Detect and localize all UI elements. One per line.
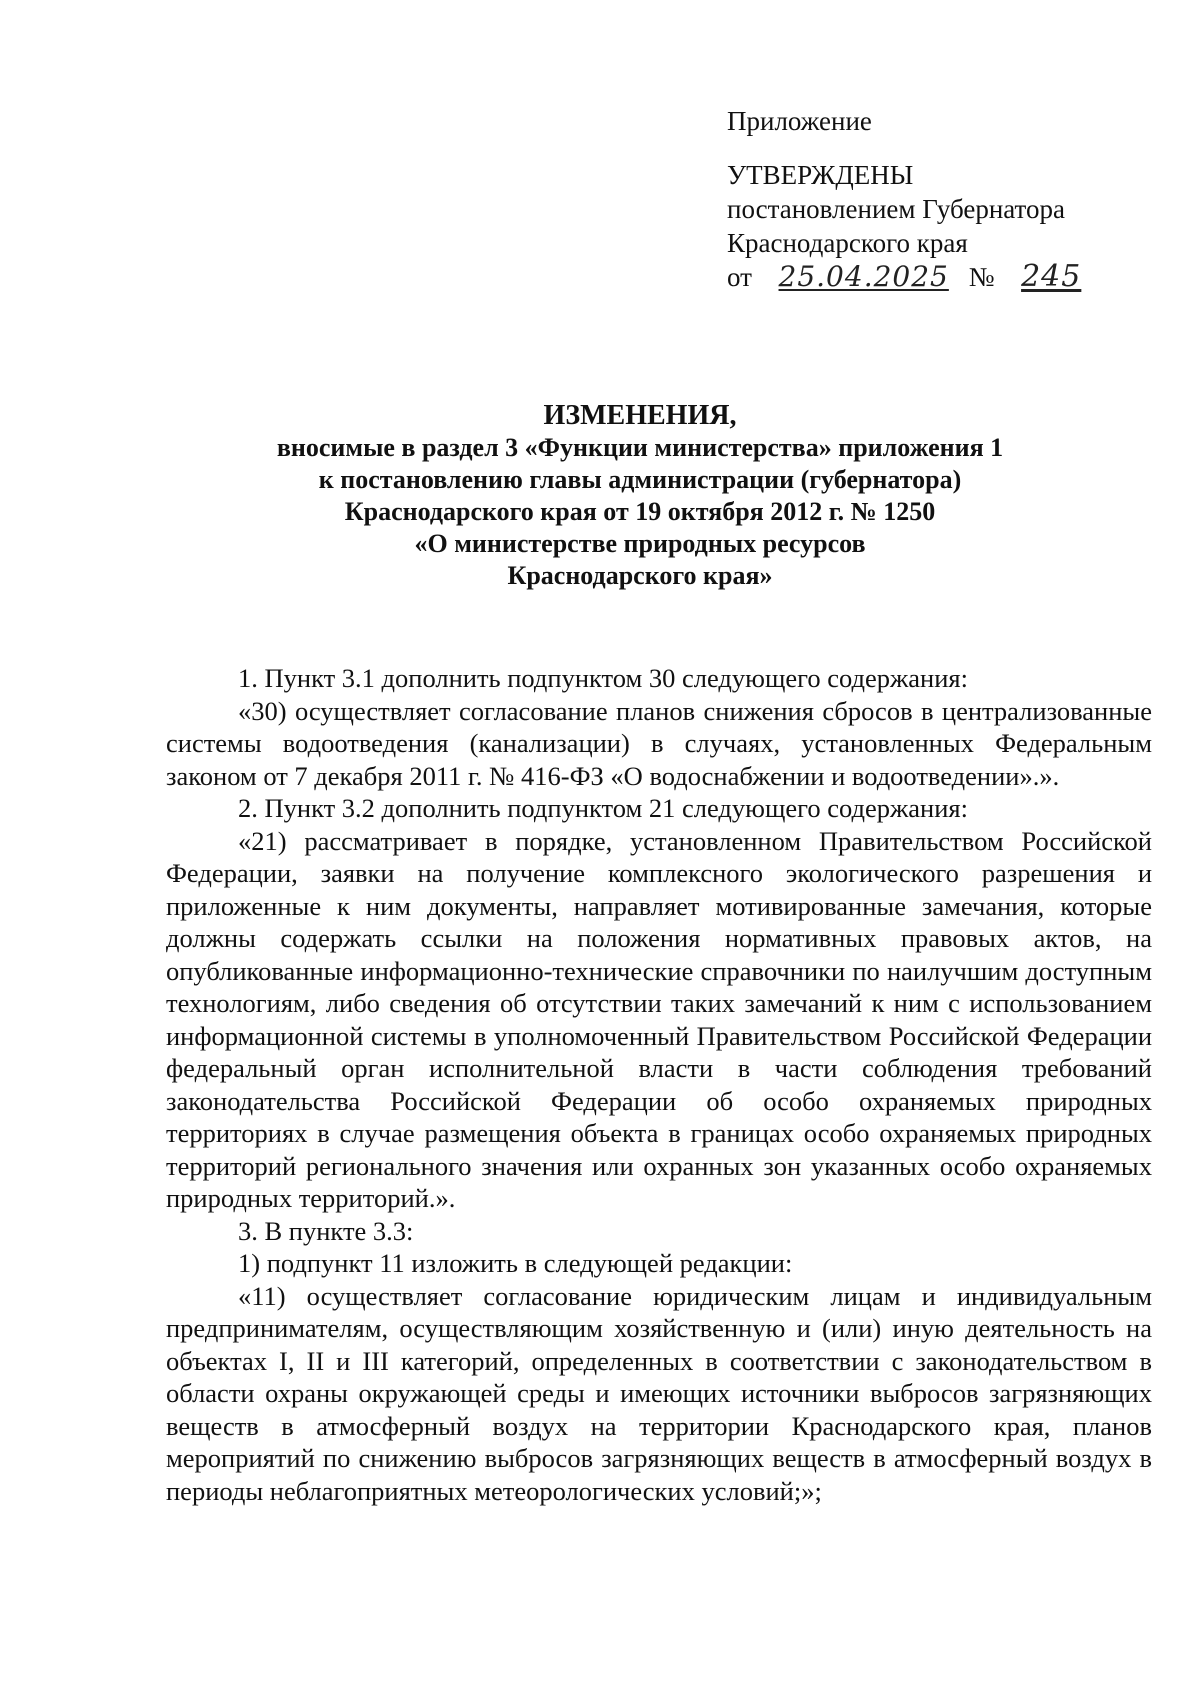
paragraph-2: «30) осуществляет согласование планов снижения сбросов в централизованные системы водоотведения (канализации) в случаях, установленных Федеральным законом от 7 декабря 2011 г. № 416-ФЗ «О водоснабжении и водоотведении».». [166,695,1152,791]
document-body [166,662,1152,1507]
title-line-1: вносимые в раздел 3 «Функции министерства» приложения 1 [276,433,1004,462]
date-prefix: от [727,262,752,292]
title-line-4: «О министерстве природных ресурсов [414,529,866,558]
appendix-label: Приложение [727,106,872,136]
approval-stamp [727,104,1101,294]
title-line-5: Краснодарского края» [507,561,773,590]
title-main: ИЗМЕНЕНИЯ, [543,400,737,431]
approved-label: УТВЕРЖДЕНЫ [727,160,914,190]
paragraph-6: 1) подпункт 11 изложить в следующей редакции: [238,1248,793,1278]
paragraph-7: «11) осуществляет согласование юридическим лицам и индивидуальным предпринимателям, осуществляющим хозяйственную и (или) иную деятельность на объектах I, II и III категорий, определенных в соответствии с законодательством в области охраны окружающей среды и имеющих источники выбросов загрязняющих веществ в атмосферный воздух на территории Краснодарского края, планов мероприятий по снижению выбросов загрязняющих веществ в атмосферный воздух в периоды неблагоприятных метеорологических условий;»; [166,1280,1152,1506]
number-prefix: № [968,262,995,292]
paragraph-1: 1. Пункт 3.1 дополнить подпунктом 30 следующего содержания: [238,663,968,693]
approved-by-line-1: постановлением Губернатора [727,194,1065,224]
handwritten-date: 25.04.2025 [778,260,949,293]
paragraph-5: 3. В пункте 3.3: [238,1215,414,1246]
title-line-3: Краснодарского края от 19 октября 2012 г. № 1250 [344,497,936,526]
approved-by-line-2: Краснодарского края [727,228,968,258]
title-line-2: к постановлению главы администрации (губернатора) [318,465,962,494]
date-number-line [727,260,1101,294]
handwritten-number: 245 [1021,259,1082,294]
paragraph-3: 2. Пункт 3.2 дополнить подпунктом 21 следующего содержания: [238,793,968,823]
document-title [240,400,1040,592]
paragraph-4: «21) рассматривает в порядке, установленном Правительством Российской Федерации, заявки на получение комплексного экологического разрешения и приложенные к ним документы, направляет мотивированные замечания, которые должны содержать ссылки на положения нормативных правовых актов, на опубликованные информационно-технические справочники по наилучшим доступным технологиям, либо сведения об отсутствии таких замечаний к ним с использованием информационной системы в уполномоченный Правительством Российской Федерации федеральный орган исполнительной власти в части соблюдения требований законодательства Российской Федерации об особо охраняемых природных территориях в случае размещения объекта в границах особо охраняемых природных территорий регионального значения или охранных зон указанных особо охраняемых природных территорий.». [166,825,1152,1213]
